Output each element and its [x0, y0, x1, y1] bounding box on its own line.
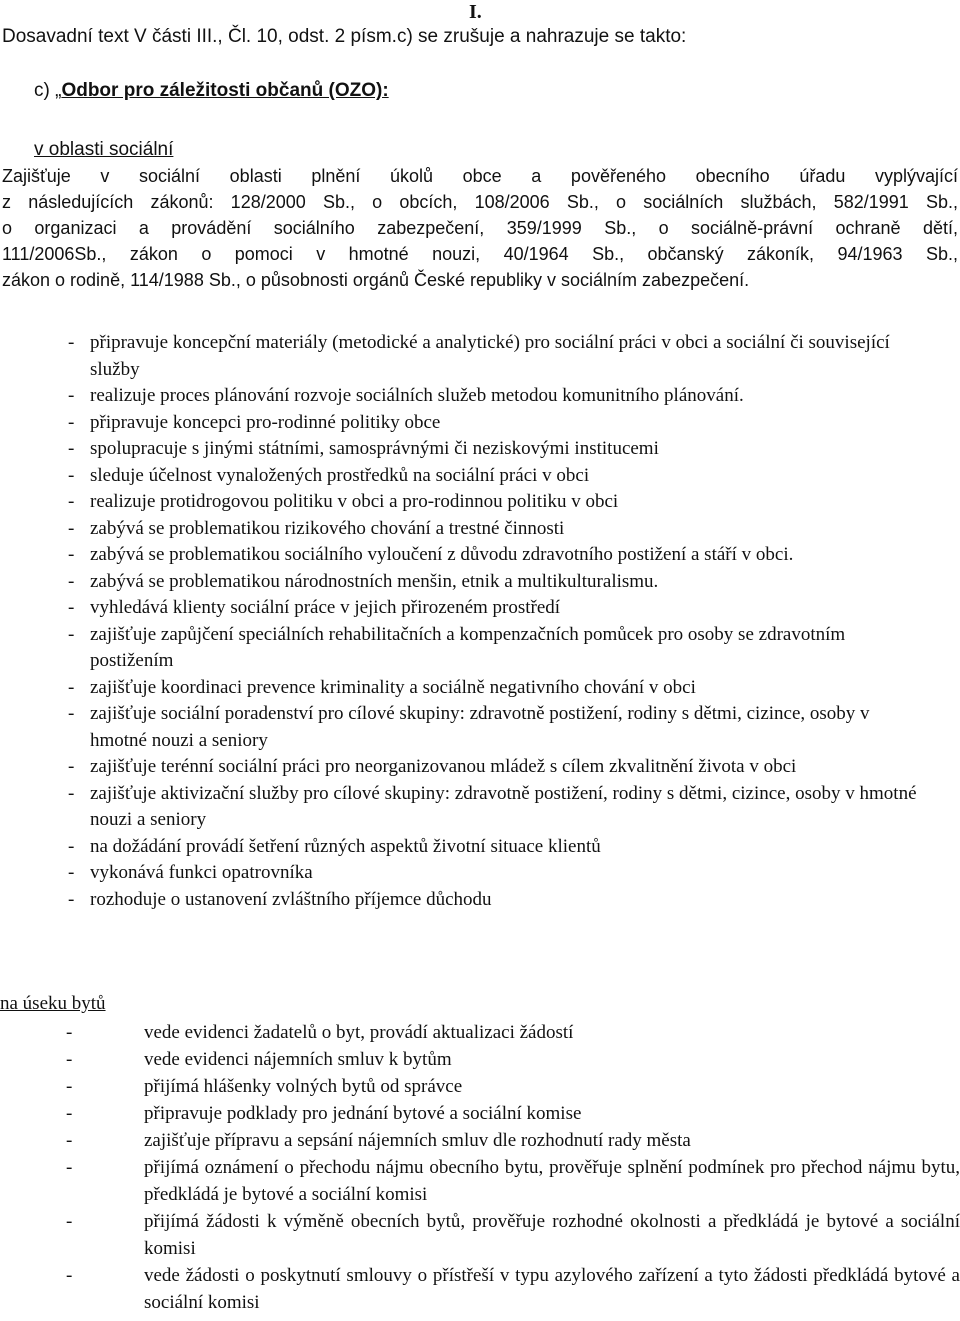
- list-dash: -: [68, 703, 75, 724]
- section-c-prefix: c) „: [34, 80, 62, 101]
- list-dash: -: [68, 756, 75, 777]
- list-dash: -: [68, 385, 75, 406]
- list-item: [66, 1100, 960, 1127]
- list-dash: -: [68, 464, 75, 486]
- list-item: [68, 436, 928, 463]
- list-dash: -: [68, 623, 75, 645]
- list-dash: -: [66, 1265, 73, 1286]
- list-dash: -: [66, 1049, 73, 1070]
- social-duties-list: [68, 330, 928, 913]
- law-line: z následujících zákonů: 128/2000 Sb., o obcích, 108/2006 Sb., o sociálních službách, 582/1991 Sb.,: [2, 192, 958, 212]
- list-dash: -: [68, 676, 75, 698]
- list-item-text: zajišťuje přípravu a sepsání nájemních smluv dle rozhodnutí rady města: [144, 1130, 691, 1151]
- list-item-text: zabývá se problematikou rizikového chování a trestné činnosti: [90, 517, 565, 539]
- list-item-text: spolupracuje s jinými státními, samosprávnými či neziskovými institucemi: [90, 438, 659, 459]
- list-item-text: zajišťuje sociální poradenství pro cílové skupiny: zdravotně postižení, rodiny s dětmi, cizince, osoby v hmotné nouzi a seniory: [90, 703, 870, 751]
- list-item: [66, 1046, 960, 1073]
- list-item-text: vede žádosti o poskytnutí smlouvy o přístřeší v typu azylového zařízení a tyto žádosti předkládá bytové a sociální komisi: [144, 1265, 960, 1313]
- list-dash: -: [68, 332, 75, 353]
- list-item-text: zajišťuje aktivizační služby pro cílové skupiny: zdravotně postižení, rodiny s dětmi, cizince, osoby v hmotné nouzi a seniory: [90, 782, 917, 830]
- law-line: o organizaci a provádění sociálního zabezpečení, 359/1999 Sb., o sociálně-právní ochraně dětí,: [2, 218, 958, 238]
- list-item: [68, 622, 928, 675]
- list-dash: -: [66, 1130, 73, 1151]
- list-item-text: zajišťuje terénní sociální práci pro neorganizovanou mládež s cílem zkvalitnění života v obci: [90, 756, 797, 777]
- list-item: [66, 1073, 960, 1100]
- list-dash: -: [68, 888, 75, 910]
- list-item: [68, 595, 928, 622]
- list-item-text: zajišťuje koordinaci prevence kriminality a sociálně negativního chování v obci: [90, 676, 696, 698]
- list-item: [66, 1127, 960, 1154]
- list-dash: -: [68, 862, 75, 883]
- list-dash: -: [68, 411, 75, 433]
- list-dash: -: [68, 491, 75, 512]
- list-item-text: vykonává funkci opatrovníka: [90, 862, 313, 883]
- social-area-title: v oblasti sociální: [34, 139, 174, 160]
- list-item: [68, 410, 928, 437]
- list-item: [68, 542, 928, 569]
- list-dash: -: [66, 1211, 73, 1232]
- list-dash: -: [68, 517, 75, 539]
- list-item-text: vede evidenci žadatelů o byt, provádí aktualizaci žádostí: [144, 1022, 574, 1043]
- list-dash: -: [68, 782, 75, 804]
- list-dash: -: [66, 1022, 73, 1043]
- list-dash: -: [68, 570, 75, 592]
- list-item: [68, 569, 928, 596]
- list-dash: -: [66, 1103, 73, 1124]
- list-item: [68, 887, 928, 914]
- list-item-text: připravuje koncepci pro-rodinné politiky obce: [90, 411, 441, 433]
- list-item: [68, 701, 928, 754]
- section-c-title: Odbor pro záležitosti občanů (OZO):: [61, 80, 389, 101]
- list-item: [68, 781, 928, 834]
- list-item-text: realizuje proces plánování rozvoje sociálních služeb metodou komunitního plánování.: [90, 385, 744, 406]
- list-item: [66, 1208, 960, 1262]
- list-item: [68, 834, 928, 861]
- list-item-text: zabývá se problematikou národnostních menšin, etnik a multikulturalismu.: [90, 570, 659, 592]
- list-item: [68, 860, 928, 887]
- housing-duties-list: [66, 1019, 960, 1316]
- housing-section-title: na úseku bytů: [0, 993, 106, 1014]
- list-item-text: přijímá hlášenky volných bytů od správce: [144, 1076, 463, 1097]
- list-item-text: zabývá se problematikou sociálního vyloučení z důvodu zdravotního postižení a stáří v obci.: [90, 544, 794, 565]
- law-line: zákon o rodině, 114/1988 Sb., o působnosti orgánů České republiky v sociálním zabezpečení.: [2, 270, 750, 290]
- list-dash: -: [66, 1076, 73, 1097]
- list-item: [68, 489, 928, 516]
- law-line: 111/2006Sb., zákon o pomoci v hmotné nouzi, 40/1964 Sb., občanský zákoník, 94/1963 Sb.,: [2, 244, 958, 264]
- social-law-paragraph: [2, 163, 958, 293]
- list-item: [68, 463, 928, 490]
- list-item: [68, 330, 928, 383]
- list-dash: -: [68, 835, 75, 857]
- list-item: [66, 1019, 960, 1046]
- list-item: [68, 754, 928, 781]
- list-dash: -: [68, 438, 75, 459]
- list-item-text: realizuje protidrogovou politiku v obci a pro-rodinnou politiku v obci: [90, 491, 619, 512]
- intro-line: Dosavadní text V části III., Čl. 10, odst. 2 písm.c) se zrušuje a nahrazuje se takto:: [2, 26, 687, 47]
- list-item: [68, 675, 928, 702]
- list-item: [66, 1262, 960, 1316]
- list-dash: -: [68, 544, 75, 565]
- list-item-text: přijímá žádosti k výměně obecních bytů, prověřuje rozhodné okolnosti a předkládá je bytové a sociální komisi: [144, 1211, 960, 1259]
- list-item-text: vede evidenci nájemních smluv k bytům: [144, 1049, 452, 1070]
- section-c-heading: [34, 78, 389, 104]
- list-item-text: připravuje koncepční materiály (metodické a analytické) pro sociální práci v obci a sociální či související služby: [90, 332, 890, 380]
- section-heading: I.: [469, 1, 482, 23]
- list-dash: -: [68, 597, 75, 618]
- list-item: [68, 516, 928, 543]
- list-dash: -: [66, 1157, 73, 1178]
- list-item-text: sleduje účelnost vynaložených prostředků na sociální práci v obci: [90, 464, 590, 486]
- list-item-text: připravuje podklady pro jednání bytové a sociální komise: [144, 1103, 582, 1124]
- list-item-text: na dožádání provádí šetření různých aspektů životní situace klientů: [90, 835, 601, 857]
- law-line: Zajišťuje v sociální oblasti plnění úkolů obce a pověřeného obecního úřadu vyplývající: [2, 166, 958, 186]
- list-item-text: přijímá oznámení o přechodu nájmu obecního bytu, prověřuje splnění podmínek pro přechod nájmu bytu, předkládá je bytové a sociální komisi: [144, 1157, 960, 1205]
- list-item-text: vyhledává klienty sociální práce v jejich přirozeném prostředí: [90, 597, 561, 618]
- list-item: [68, 383, 928, 410]
- list-item-text: zajišťuje zapůjčení speciálních rehabilitačních a kompenzačních pomůcek pro osoby se zdravotním postižením: [90, 623, 846, 671]
- list-item-text: rozhoduje o ustanovení zvláštního příjemce důchodu: [90, 888, 492, 910]
- list-item: [66, 1154, 960, 1208]
